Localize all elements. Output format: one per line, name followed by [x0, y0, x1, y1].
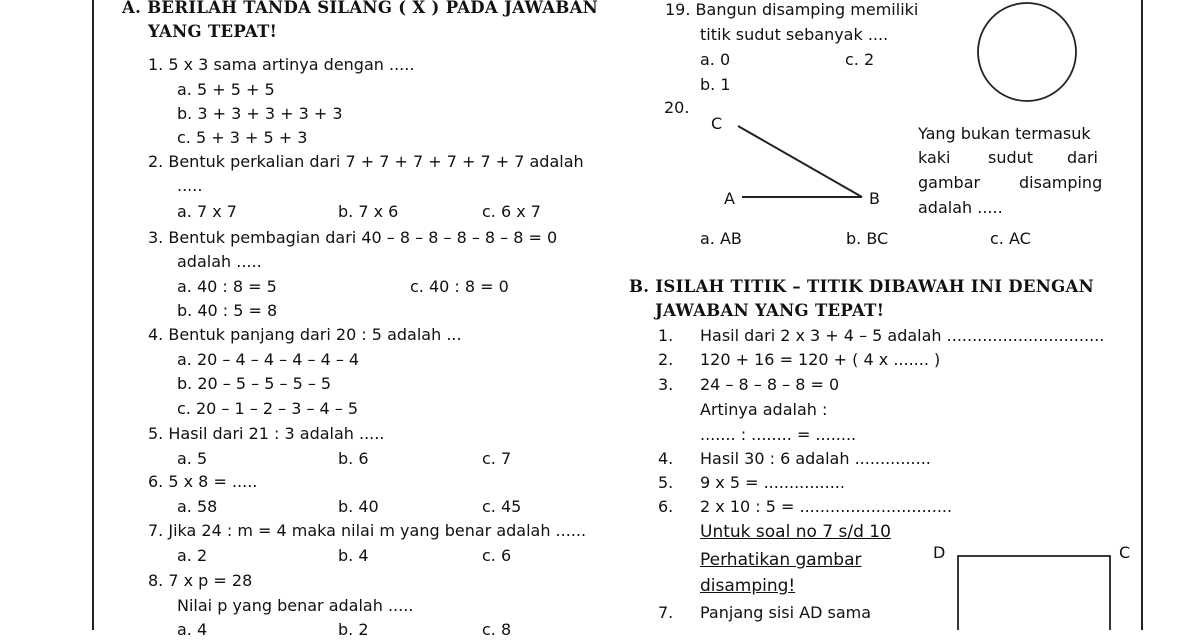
b-item-5-text: 9 x 5 = ................ [700, 473, 845, 492]
q4-option-c: c. 20 – 1 – 2 – 3 – 4 – 5 [177, 399, 359, 418]
q1-option-b: b. 3 + 3 + 3 + 3 + 3 [177, 104, 343, 123]
b-item-3-cont2: ....... : ........ = ........ [700, 425, 857, 444]
q5-option-a: a. 5 [177, 449, 208, 468]
q2-text: 2. Bentuk perkalian dari 7 + 7 + 7 + 7 + 7 + 7 adalah [148, 152, 584, 171]
q20-desc-word-disamping: disamping [1019, 173, 1103, 192]
segment-ca [738, 126, 862, 197]
q20-desc-word-sudut: sudut [988, 148, 1034, 167]
q4-text: 4. Bentuk panjang dari 20 : 5 adalah ... [148, 325, 462, 344]
b-item-6-text: 2 x 10 : 5 = .............................. [700, 497, 953, 516]
b-item-1-text: Hasil dari 2 x 3 + 4 – 5 adalah ............................... [700, 326, 1105, 345]
square-label-c: C [1119, 543, 1131, 562]
q1-option-c: c. 5 + 3 + 5 + 3 [177, 128, 308, 147]
q5-option-c: c. 7 [482, 449, 512, 468]
q2-option-b: b. 7 x 6 [338, 202, 399, 221]
q8-cont: Nilai p yang benar adalah ..... [177, 596, 414, 615]
q19-option-a: a. 0 [700, 50, 731, 69]
b-item-1-number: 1. [658, 326, 674, 345]
section-a-header-line1: A. BERILAH TANDA SILANG ( X ) PADA JAWABAN [122, 0, 599, 17]
b-item-3-text: 24 – 8 – 8 – 8 = 0 [700, 375, 840, 394]
q3-option-c: c. 40 : 8 = 0 [410, 277, 509, 296]
b-item-4-number: 4. [658, 449, 674, 468]
section-b-header-line2: JAWABAN YANG TEPAT! [655, 301, 885, 320]
b-item-3-number: 3. [658, 375, 674, 394]
b-item-7-text: Panjang sisi AD sama [700, 603, 872, 622]
q3-cont: adalah ..... [177, 252, 262, 271]
note-line2: Perhatikan gambar [700, 550, 862, 570]
b-item-7-number: 7. [658, 603, 674, 622]
q20-option-a: a. AB [700, 229, 742, 248]
circle-figure [978, 3, 1076, 101]
q7-option-c: c. 6 [482, 546, 512, 565]
b-item-5-number: 5. [658, 473, 674, 492]
q7-option-b: b. 4 [338, 546, 369, 565]
q20-desc-line1: Yang bukan termasuk [918, 124, 1091, 143]
q8-option-c: c. 8 [482, 620, 512, 639]
square-label-d: D [933, 543, 946, 562]
q8-text: 8. 7 x p = 28 [148, 571, 253, 590]
section-a-header-line2: YANG TEPAT! [148, 22, 278, 41]
q19-option-b: b. 1 [700, 75, 731, 94]
q19-text: 19. Bangun disamping memiliki [665, 0, 919, 19]
q20-label-a: A [724, 189, 735, 208]
q19-option-c: c. 2 [845, 50, 875, 69]
note-line3: disamping! [700, 576, 796, 596]
b-item-2-number: 2. [658, 350, 674, 369]
square-figure [958, 556, 1110, 630]
q20-desc-word-dari: dari [1067, 148, 1098, 167]
b-item-6-number: 6. [658, 497, 674, 516]
q1-option-a: a. 5 + 5 + 5 [177, 80, 275, 99]
q20-desc-word-kaki: kaki [918, 148, 951, 167]
q6-option-b: b. 40 [338, 497, 379, 516]
q5-option-b: b. 6 [338, 449, 369, 468]
q20-desc-word-gambar: gambar [918, 173, 981, 192]
q3-text: 3. Bentuk pembagian dari 40 – 8 – 8 – 8 – 8 – 8 = 0 [148, 228, 558, 247]
q3-option-b: b. 40 : 5 = 8 [177, 301, 278, 320]
q1-text: 1. 5 x 3 sama artinya dengan ..... [148, 55, 415, 74]
q6-text: 6. 5 x 8 = ..... [148, 472, 258, 491]
q2-option-c: c. 6 x 7 [482, 202, 541, 221]
q7-option-a: a. 2 [177, 546, 208, 565]
q5-text: 5. Hasil dari 21 : 3 adalah ..... [148, 424, 385, 443]
q19-cont: titik sudut sebanyak .... [700, 25, 889, 44]
q20-desc-line4: adalah ..... [918, 198, 1003, 217]
q20-label-c: C [711, 114, 723, 133]
section-b-header-line1: B. ISILAH TITIK – TITIK DIBAWAH INI DENGAN [629, 277, 1095, 296]
q2-option-a: a. 7 x 7 [177, 202, 237, 221]
q6-option-c: c. 45 [482, 497, 522, 516]
note-line1: Untuk soal no 7 s/d 10 [700, 522, 891, 542]
q8-option-b: b. 2 [338, 620, 369, 639]
q4-option-b: b. 20 – 5 – 5 – 5 – 5 [177, 374, 332, 393]
b-item-2-text: 120 + 16 = 120 + ( 4 x ....... ) [700, 350, 941, 369]
q4-option-a: a. 20 – 4 – 4 – 4 – 4 – 4 [177, 350, 360, 369]
b-item-3-cont1: Artinya adalah : [700, 400, 828, 419]
q2-cont: ..... [177, 176, 203, 195]
q3-option-a: a. 40 : 8 = 5 [177, 277, 277, 296]
q20-option-c: c. AC [990, 229, 1031, 248]
q20-label-b: B [869, 189, 880, 208]
q20-option-b: b. BC [846, 229, 889, 248]
b-item-4-text: Hasil 30 : 6 adalah ............... [700, 449, 931, 468]
q8-option-a: a. 4 [177, 620, 208, 639]
q6-option-a: a. 58 [177, 497, 218, 516]
q7-text: 7. Jika 24 : m = 4 maka nilai m yang benar adalah ...... [148, 521, 587, 540]
q20-number: 20. [664, 98, 690, 117]
